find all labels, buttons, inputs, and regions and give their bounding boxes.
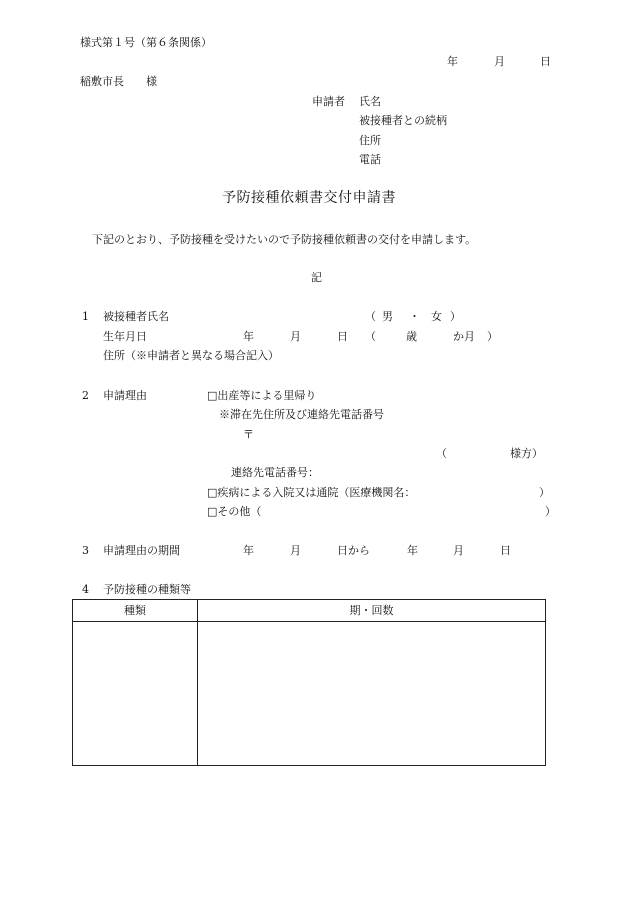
- form-number: 様式第１号（第６条関係）: [80, 36, 212, 49]
- period-from-month: 月: [290, 544, 301, 557]
- care-of-label: 様方）: [510, 447, 543, 460]
- postal-mark: 〒: [243, 428, 254, 441]
- period-from-year: 年: [243, 544, 254, 557]
- sex-separator: ・: [409, 310, 420, 323]
- vaccination-table: [72, 599, 546, 766]
- sex-male: 男: [382, 310, 393, 323]
- age-years-label: 歳: [406, 330, 417, 343]
- page-title: 予防接種依頼書交付申請書: [222, 190, 396, 206]
- period-from-day: 日から: [337, 544, 370, 557]
- sex-female: 女: [431, 310, 442, 323]
- section4-number: 4: [82, 583, 89, 596]
- birthdate-label: 生年月日: [103, 330, 147, 343]
- addressee: 稲敷市長 様: [80, 75, 157, 88]
- care-of-open-paren: （: [436, 447, 447, 460]
- applicant-phone-label: 電話: [359, 153, 381, 166]
- table-row: [73, 622, 546, 766]
- reason-option-homecoming: □出産等による里帰り: [207, 389, 317, 402]
- intro-text: 下記のとおり、予防接種を受けたいので予防接種依頼書の交付を申請します。: [92, 233, 477, 246]
- birth-day-label: 日: [337, 330, 348, 343]
- type-cell: [73, 622, 198, 766]
- ki-heading: 記: [311, 271, 322, 284]
- period-to-month: 月: [453, 544, 464, 557]
- applicant-label: 申請者: [312, 95, 345, 108]
- vaccination-types-label: 予防接種の種類等: [103, 583, 191, 596]
- sex-open-paren: （: [365, 310, 376, 323]
- other-close-paren: ）: [545, 505, 556, 518]
- contact-phone-label: 連絡先電話番号：: [231, 466, 319, 479]
- period-label: 申請理由の期間: [103, 544, 180, 557]
- date-year-label: 年: [447, 55, 458, 68]
- hospital-close-paren: ）: [539, 486, 550, 499]
- date-month-label: 月: [494, 55, 505, 68]
- dose-cell: [198, 622, 546, 766]
- sex-close-paren: ）: [450, 310, 461, 323]
- section2-number: 2: [82, 389, 89, 402]
- age-open-paren: （: [365, 330, 376, 343]
- period-to-day: 日: [500, 544, 511, 557]
- age-close-paren: ）: [487, 330, 498, 343]
- recipient-name-label: 被接種者氏名: [103, 310, 169, 323]
- reason-option-hospital: □疾病による入院又は通院（医療機関名：: [207, 486, 416, 499]
- stay-address-note: ※滞在先住所及び連絡先電話番号: [219, 408, 384, 421]
- applicant-address-label: 住所: [359, 134, 381, 147]
- column-header-dose: 期・回数: [198, 600, 546, 622]
- applicant-relation-label: 被接種者との続柄: [359, 114, 447, 127]
- column-header-type: 種類: [73, 600, 198, 622]
- reason-label: 申請理由: [103, 389, 147, 402]
- applicant-name-label: 氏名: [359, 95, 381, 108]
- period-to-year: 年: [407, 544, 418, 557]
- table-header-row: [73, 600, 546, 622]
- section1-number: 1: [82, 310, 89, 323]
- age-months-label: か月: [453, 330, 475, 343]
- birth-month-label: 月: [290, 330, 301, 343]
- reason-option-other: □その他（: [207, 505, 262, 518]
- recipient-address-label: 住所（※申請者と異なる場合記入）: [103, 349, 279, 362]
- date-day-label: 日: [540, 55, 551, 68]
- section3-number: 3: [82, 544, 89, 557]
- birth-year-label: 年: [243, 330, 254, 343]
